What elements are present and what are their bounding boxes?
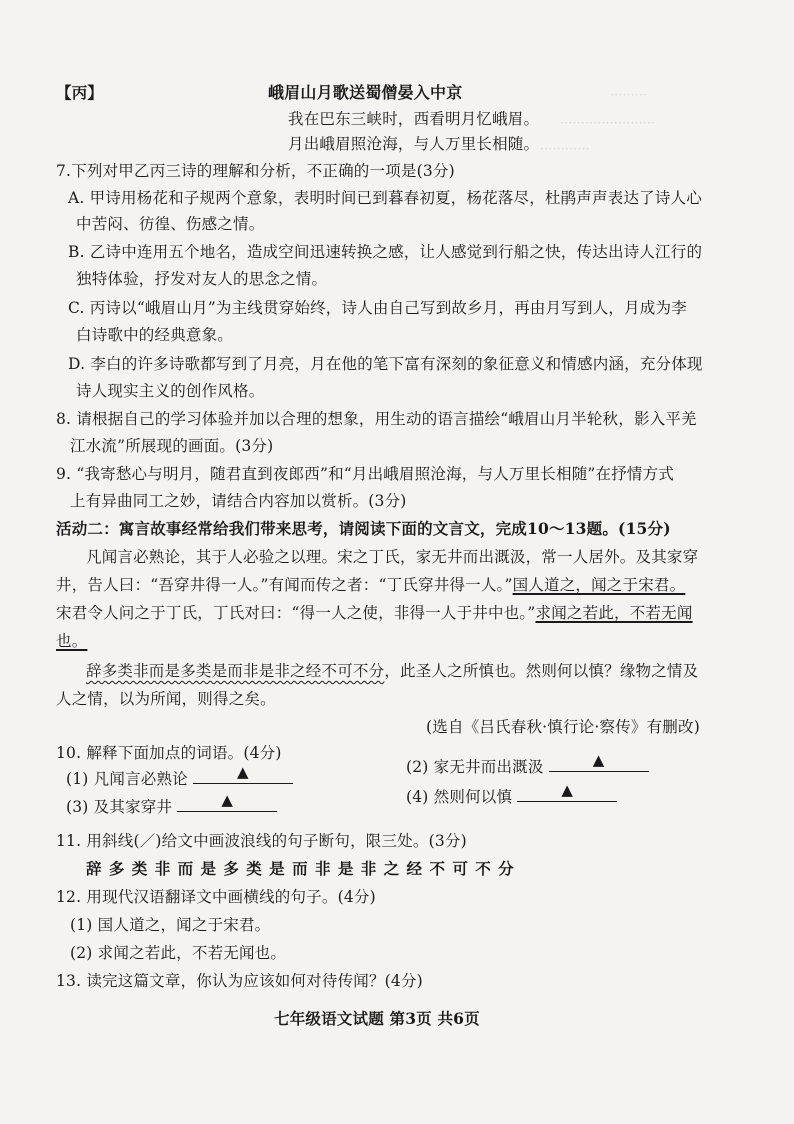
passage-source: (选自《吕氏春秋·慎行论·察传》有删改) (426, 718, 700, 736)
q10-stem: 10. 解释下面加点的词语。(4分) (56, 744, 282, 762)
poem-title: 峨眉山月歌送蜀僧晏入中京 (268, 83, 463, 102)
underlined-sentence-1: 国人道之，闻之于宋君。 (512, 576, 686, 594)
q7-option-a-cont: 中苦闷、彷徨、伤感之情。 (76, 215, 265, 233)
passage-text: ，此圣人之所慎也。然则何以慎？缘物之情及 (384, 662, 699, 680)
activity-2-heading: 活动二：寓言故事经常给我们带来思考，请阅读下面的文言文，完成10～13题。(15分) (56, 519, 671, 538)
poem-label: 【丙】 (56, 83, 104, 102)
answer-blank-3[interactable] (177, 791, 277, 812)
underlined-sentence-2: 求闻之若此，不若无闻 (535, 604, 693, 622)
q10-item-1-text: (1) 凡闻言必熟论 (66, 770, 188, 788)
q8-stem: 8. 请根据自己的学习体验并加以合理的想象，用生动的语言描绘“峨眉山月半轮秋，影入平羌 (56, 410, 697, 428)
passage-line-6: 人之情，以为所闻，则得之矣。 (56, 690, 276, 708)
q10-item-3-text: (3) 及其家穿井 (66, 798, 173, 816)
passage-line-4 (56, 630, 87, 652)
q7-option-d-cont: 诗人现实主义的创作风格。 (76, 382, 265, 400)
q7-option-a: A. 甲诗用杨花和子规两个意象，表明时间已到暮春初夏，杨花落尽，杜鹃声声表达了诗人心 (68, 189, 702, 207)
passage-text: 井，告人曰：“吾穿井得一人。”有闻而传之者：“丁氏穿井得一人。” (56, 576, 513, 594)
poem-line-1: 我在巴东三峡时，西看明月忆峨眉。 (288, 110, 540, 128)
passage-line-3 (56, 602, 693, 624)
q11-stem: 11. 用斜线(／)给文中画波浪线的句子断句，限三处。(3分) (56, 832, 467, 850)
q12-item-1: (1) 国人道之，闻之于宋君。 (70, 916, 271, 934)
q10-item-1 (66, 763, 293, 790)
q9-stem: 9. “我寄愁心与明月，随君直到夜郎西”和“月出峨眉照沧海，与人万里长相随”在抒情方式 (56, 465, 675, 483)
triangle-marker-icon: ▲ (561, 781, 574, 799)
q10-item-4 (406, 781, 617, 808)
q8-stem-cont: 江水流”所展现的画面。(3分) (70, 437, 274, 455)
q7-option-d: D. 李白的许多诗歌都写到了月亮，月在他的笔下富有深刻的象征意义和情感内涵，充分体现 (68, 355, 703, 373)
passage-text: 宋君令人问之于丁氏，丁氏对曰：“得一人之使，非得一人于井中也。” (56, 604, 536, 622)
answer-blank-1[interactable] (193, 763, 293, 784)
q12-item-2: (2) 求闻之若此，不若无闻也。 (70, 944, 287, 962)
passage-line-2 (56, 574, 685, 596)
bleed-through-text: ············ (540, 142, 590, 157)
q13-stem: 13. 读完这篇文章，你认为应该如何对待传闻？(4分) (56, 972, 423, 990)
poem-line-2: 月出峨眉照沧海，与人万里长相随。 (288, 135, 540, 153)
bleed-through-text: ········· (610, 88, 648, 103)
wavy-underlined-sentence: 辞多类非而是多类是而非是非之经不可不分 (86, 662, 385, 680)
page-footer: 七年级语文试题 第3页 共6页 (274, 1009, 480, 1028)
triangle-marker-icon: ▲ (237, 763, 249, 781)
triangle-marker-icon: ▲ (221, 791, 234, 809)
q10-item-2-text: (2) 家无井而出溉汲 (406, 758, 544, 776)
q11-spaced-sentence: 辞 多 类 非 而 是 多 类 是 而 非 是 非 之 经 不 可 不 分 (86, 859, 515, 878)
answer-blank-4[interactable] (517, 781, 617, 802)
passage-line-5 (86, 660, 698, 682)
q10-item-4-text: (4) 然则何以慎 (406, 788, 513, 806)
bleed-through-text: ······················· (560, 116, 656, 131)
underlined-sentence-2-end: 也。 (56, 632, 88, 650)
q7-stem: 7.下列对甲乙丙三诗的理解和分析，不正确的一项是(3分) (56, 162, 455, 180)
q7-option-c-cont: 白诗歌中的经典意象。 (76, 326, 234, 344)
answer-blank-2[interactable] (549, 751, 649, 772)
passage-line-1: 凡闻言必熟论，其于人必验之以理。宋之丁氏，家无井而出溉汲，常一人居外。及其家穿 (86, 548, 699, 566)
q7-option-c: C. 丙诗以“峨眉山月”为主线贯穿始终，诗人由自己写到故乡月，再由月写到人，月成为李 (68, 299, 687, 317)
triangle-marker-icon: ▲ (592, 751, 605, 769)
q12-stem: 12. 用现代汉语翻译文中画横线的句子。(4分) (56, 888, 376, 906)
q7-option-b-cont: 独特体验，抒发对友人的思念之情。 (76, 270, 328, 288)
q10-item-2 (406, 751, 649, 778)
q7-option-b: B. 乙诗中连用五个地名，造成空间迅速转换之感，让人感觉到行船之快，传达出诗人江行的 (68, 243, 703, 261)
q10-item-3 (66, 791, 277, 818)
q9-stem-cont: 上有异曲同工之妙，请结合内容加以赏析。(3分) (70, 492, 407, 510)
